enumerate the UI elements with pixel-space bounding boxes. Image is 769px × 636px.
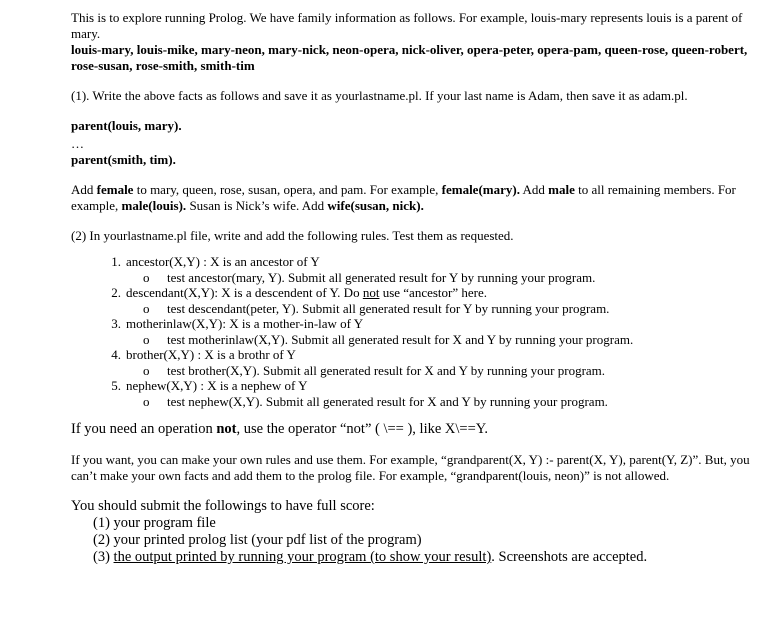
fact-last: parent(smith, tim).	[71, 152, 176, 167]
fact-first: parent(louis, mary).	[71, 118, 182, 133]
submit-item-1: (1) your program file	[93, 515, 216, 531]
intro-text: This is to explore running Prolog. We have family information as follows. For example, louis-mary represents louis is a parent of mary.	[71, 10, 743, 41]
list-item: o test descendant(peter, Y). Submit all generated result for Y by running your program.	[143, 300, 610, 316]
part2-heading: (2) In yourlastname.pl file, write and add the following rules. Test them as requested.	[71, 228, 514, 243]
list-item: o test brother(X,Y). Submit all generated result for X and Y by running your program.	[143, 362, 606, 378]
family-pairs: louis-mary, louis-mike, mary-neon, mary-nick, neon-opera, nick-oliver, opera-peter, opera-pam, queen-rose, queen-robert, rose-susan, rose-smith, smith-tim	[71, 42, 748, 73]
rules-list	[71, 254, 751, 409]
list-item: o test ancestor(mary, Y). Submit all generated result for Y by running your program.	[143, 269, 596, 285]
list-item: 4. brother(X,Y) : X is a brothr of Y	[111, 347, 296, 362]
not-operator-note: If you need an operation not, use the operator “not” ( \== ), like X\==Y.	[71, 421, 489, 437]
part1-instructions: (1). Write the above facts as follows and save it as yourlastname.pl. If your last name is Adam, then save it as adam.pl.	[71, 88, 688, 103]
own-rules-note: If you want, you can make your own rules and use them. For example, “grandparent(X, Y) :- parent(X, Y), parent(Y, Z)”. But, you can’t make your own facts and add them to the prolog file. For example, “grandparent(louis, neon)” is not allowed.	[71, 452, 750, 483]
list-item: 5. nephew(X,Y) : X is a nephew of Y	[111, 378, 308, 393]
list-item: o test nephew(X,Y). Submit all generated result for X and Y by running your program.	[143, 393, 608, 409]
submit-item-3: (3) the output printed by running your program (to show your result). Screenshots are accepted.	[93, 549, 648, 565]
list-item: 1. ancestor(X,Y) : X is an ancestor of Y	[111, 254, 320, 269]
list-item: o test motherinlaw(X,Y). Submit all generated result for X and Y by running your program.	[143, 331, 634, 347]
list-item: 3. motherinlaw(X,Y): X is a mother-in-law of Y	[111, 316, 364, 331]
fact-ellipsis: …	[71, 136, 84, 151]
list-item: 2. descendant(X,Y): X is a descendent of Y. Do not use “ancestor” here.	[111, 285, 488, 300]
gender-instructions: Add female to mary, queen, rose, susan, opera, and pam. For example, female(mary). Add male to all remaining members. For example, male(louis). Susan is Nick’s wife. Add wife(susan, nick).	[71, 182, 736, 213]
submit-item-2: (2) your printed prolog list (your pdf list of the program)	[93, 532, 422, 548]
submit-heading: You should submit the followings to have full score:	[71, 498, 375, 514]
document-page	[71, 10, 751, 566]
